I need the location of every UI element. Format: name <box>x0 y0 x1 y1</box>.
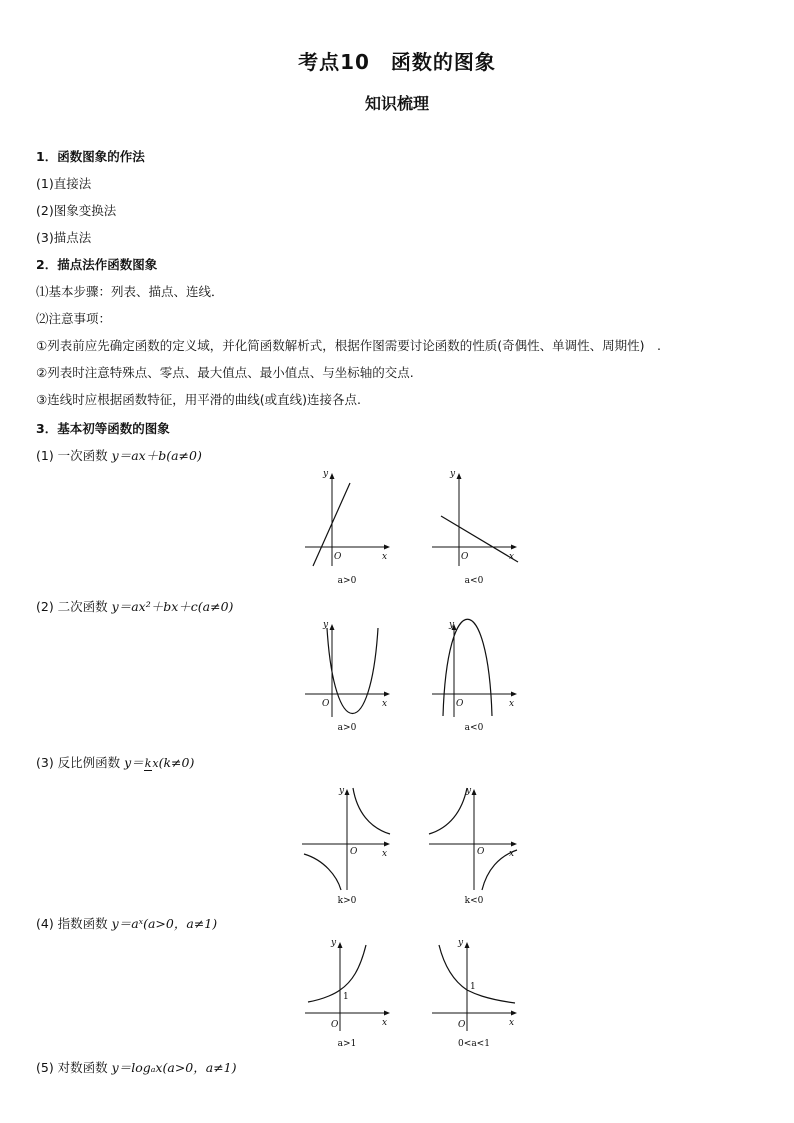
caption-exponential-growth: a>1 <box>337 1039 357 1049</box>
origin-label: O <box>461 552 469 562</box>
sec2-note-3: ③连线时应根据函数特征，用平滑的曲线(或直线)连接各点. <box>36 392 361 407</box>
origin-label: O <box>456 699 464 709</box>
caption-inverse-positive: k>0 <box>337 896 357 906</box>
sec1-heading: 1．函数图象的作法 <box>36 149 145 164</box>
sec2-step-basic: ⑴基本步骤：列表、描点、连线． <box>36 284 224 299</box>
linear-function-label <box>36 446 202 464</box>
exponential-graph-decay <box>427 935 522 1035</box>
x-axis-label: x <box>509 699 515 709</box>
inverse-numerator: k <box>144 757 152 770</box>
caption-linear-positive: a>0 <box>337 576 357 586</box>
origin-label: O <box>331 1020 339 1030</box>
logarithmic-prefix: (5) 对数函数 <box>36 1060 112 1075</box>
origin-label: O <box>458 1020 466 1030</box>
sec1-item-direct: (1)直接法 <box>36 176 92 191</box>
sec2-heading: 2．描点法作函数图象 <box>36 257 158 272</box>
y-axis-label: y <box>323 620 329 630</box>
inverse-formula-lhs: y＝ <box>124 755 144 770</box>
page-title: 考点10 函数的图象 <box>298 50 496 74</box>
linear-graph-positive <box>300 466 395 571</box>
inverse-denominator: x <box>152 757 159 770</box>
caption-quadratic-positive: a>0 <box>337 723 357 733</box>
origin-label: O <box>477 847 485 857</box>
sec3-heading: 3．基本初等函数的图象 <box>36 421 170 436</box>
caption-exponential-decay: 0<a<1 <box>458 1039 490 1049</box>
x-axis-label: x <box>382 849 388 859</box>
origin-label: O <box>350 847 358 857</box>
caption-quadratic-negative: a<0 <box>464 723 484 733</box>
inverse-function-label <box>36 753 194 771</box>
sec2-note-1: ①列表前应先确定函数的定义域，并化简函数解析式，根据作图需要讨论函数的性质(奇偶性、单调性、周期性) . <box>36 338 661 353</box>
inverse-fraction <box>144 758 159 769</box>
linear-formula: y＝ax＋b(a≠0) <box>111 448 202 463</box>
exponential-prefix: (4) 指数函数 <box>36 916 112 931</box>
quadratic-prefix: (2) 二次函数 <box>36 599 112 614</box>
origin-label: O <box>334 552 342 562</box>
linear-graph-negative <box>427 466 522 571</box>
sec2-step-notes: ⑵注意事项： <box>36 311 112 326</box>
y-axis-label: y <box>331 938 337 948</box>
y-axis-label: y <box>450 469 456 479</box>
exponential-graph-growth <box>300 935 395 1035</box>
x-axis-label: x <box>382 699 388 709</box>
exponential-function-label <box>36 914 217 932</box>
y-axis-label: y <box>449 620 455 630</box>
inverse-prefix: (3) 反比例函数 <box>36 755 125 770</box>
intercept-one-label: 1 <box>343 992 349 1002</box>
sec1-item-plot: (3)描点法 <box>36 230 92 245</box>
x-axis-label: x <box>382 1018 388 1028</box>
intercept-one-label: 1 <box>470 982 476 992</box>
quadratic-graph-negative <box>427 617 522 722</box>
x-axis-label: x <box>382 552 388 562</box>
inverse-graph-negative <box>427 784 522 894</box>
y-axis-label: y <box>339 786 345 796</box>
quadratic-function-label <box>36 597 233 615</box>
sec2-note-2: ②列表时注意特殊点、零点、最大值点、最小值点、与坐标轴的交点. <box>36 365 414 380</box>
exponential-formula: y＝aˣ(a>0，a≠1) <box>111 916 218 931</box>
inverse-formula-rhs: (k≠0) <box>158 755 195 770</box>
logarithmic-formula: y＝logₐx(a>0，a≠1) <box>111 1060 237 1075</box>
origin-label: O <box>322 699 330 709</box>
caption-linear-negative: a<0 <box>464 576 484 586</box>
y-axis-label: y <box>466 786 472 796</box>
caption-inverse-negative: k<0 <box>464 896 484 906</box>
linear-prefix: (1) 一次函数 <box>36 448 112 463</box>
x-axis-label: x <box>509 849 515 859</box>
x-axis-label: x <box>509 1018 515 1028</box>
logarithmic-function-label <box>36 1058 237 1076</box>
y-axis-label: y <box>458 938 464 948</box>
x-axis-label: x <box>509 552 515 562</box>
y-axis-label: y <box>323 469 329 479</box>
section-subtitle: 知识梳理 <box>364 94 429 113</box>
quadratic-formula: y＝ax²＋bx＋c(a≠0) <box>111 599 234 614</box>
inverse-graph-positive <box>300 784 395 894</box>
sec1-item-transform: (2)图象变换法 <box>36 203 117 218</box>
quadratic-graph-positive <box>300 617 395 722</box>
